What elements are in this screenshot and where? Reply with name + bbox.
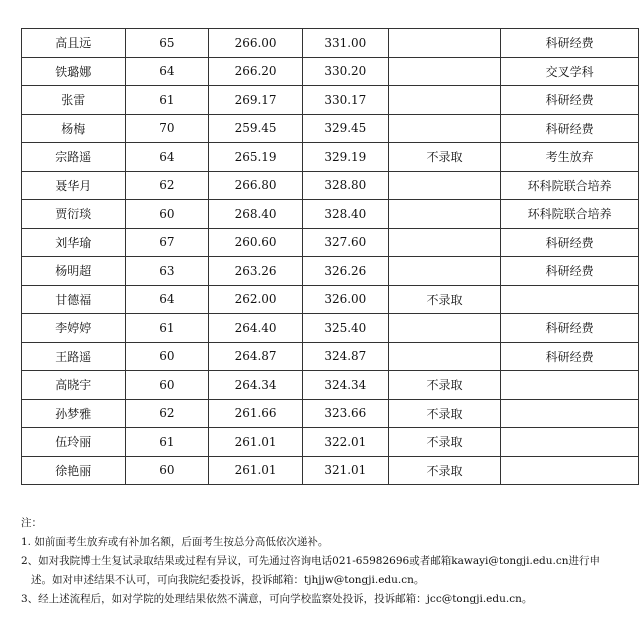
cell-score: 64 bbox=[125, 285, 209, 314]
cell-note: 科研经费 bbox=[501, 114, 639, 143]
cell-score: 61 bbox=[125, 86, 209, 115]
cell-score: 70 bbox=[125, 114, 209, 143]
cell-score: 64 bbox=[125, 57, 209, 86]
notes-heading: 注： bbox=[21, 517, 42, 529]
note-line-2: 2、如对我院博士生复试录取结果或过程有异议，可先通过咨询电话021-65982696或者邮箱kawayi@tongji.edu.cn进行申 bbox=[21, 555, 601, 567]
cell-status: 不录取 bbox=[388, 456, 501, 485]
cell-name: 徐艳丽 bbox=[22, 456, 126, 485]
cell-status: 不录取 bbox=[388, 143, 501, 172]
cell-initial-score: 268.40 bbox=[209, 200, 303, 229]
table-row bbox=[22, 342, 639, 371]
cell-note: 科研经费 bbox=[501, 314, 639, 343]
cell-total-score: 329.45 bbox=[302, 114, 388, 143]
cell-total-score: 327.60 bbox=[302, 228, 388, 257]
cell-score: 60 bbox=[125, 342, 209, 371]
cell-status bbox=[388, 86, 501, 115]
cell-status: 不录取 bbox=[388, 399, 501, 428]
table-row bbox=[22, 200, 639, 229]
cell-name: 铁璐娜 bbox=[22, 57, 126, 86]
table-body bbox=[22, 29, 639, 485]
table-row bbox=[22, 371, 639, 400]
cell-total-score: 328.80 bbox=[302, 171, 388, 200]
cell-note bbox=[501, 371, 639, 400]
cell-note: 交叉学科 bbox=[501, 57, 639, 86]
cell-total-score: 329.19 bbox=[302, 143, 388, 172]
table-row bbox=[22, 456, 639, 485]
cell-total-score: 330.20 bbox=[302, 57, 388, 86]
cell-total-score: 324.87 bbox=[302, 342, 388, 371]
cell-score: 67 bbox=[125, 228, 209, 257]
note-line-1: 1. 如前面考生放弃或有补加名额，后面考生按总分高低依次递补。 bbox=[21, 536, 329, 548]
cell-status bbox=[388, 228, 501, 257]
cell-total-score: 321.01 bbox=[302, 456, 388, 485]
table-row bbox=[22, 285, 639, 314]
cell-status bbox=[388, 57, 501, 86]
cell-initial-score: 259.45 bbox=[209, 114, 303, 143]
table-row bbox=[22, 314, 639, 343]
cell-total-score: 324.34 bbox=[302, 371, 388, 400]
cell-initial-score: 261.01 bbox=[209, 428, 303, 457]
table-row bbox=[22, 171, 639, 200]
cell-name: 甘德福 bbox=[22, 285, 126, 314]
cell-initial-score: 261.66 bbox=[209, 399, 303, 428]
cell-score: 65 bbox=[125, 29, 209, 58]
cell-score: 62 bbox=[125, 399, 209, 428]
note-line-2-continued: 述。如对申述结果不认可，可向我院纪委投诉，投诉邮箱：tjhjjw@tongji.edu.cn。 bbox=[31, 574, 425, 586]
cell-initial-score: 261.01 bbox=[209, 456, 303, 485]
cell-name: 聂华月 bbox=[22, 171, 126, 200]
cell-note: 考生放弃 bbox=[501, 143, 639, 172]
cell-total-score: 326.00 bbox=[302, 285, 388, 314]
cell-initial-score: 266.80 bbox=[209, 171, 303, 200]
cell-score: 61 bbox=[125, 428, 209, 457]
cell-total-score: 326.26 bbox=[302, 257, 388, 286]
cell-initial-score: 264.87 bbox=[209, 342, 303, 371]
cell-score: 60 bbox=[125, 371, 209, 400]
cell-note bbox=[501, 428, 639, 457]
cell-status bbox=[388, 314, 501, 343]
cell-total-score: 328.40 bbox=[302, 200, 388, 229]
cell-name: 张雷 bbox=[22, 86, 126, 115]
cell-total-score: 322.01 bbox=[302, 428, 388, 457]
table-row bbox=[22, 29, 639, 58]
cell-score: 63 bbox=[125, 257, 209, 286]
results-sheet bbox=[21, 28, 639, 485]
table-row bbox=[22, 228, 639, 257]
cell-total-score: 331.00 bbox=[302, 29, 388, 58]
cell-status bbox=[388, 200, 501, 229]
cell-name: 王路遥 bbox=[22, 342, 126, 371]
cell-name: 高且远 bbox=[22, 29, 126, 58]
cell-initial-score: 264.34 bbox=[209, 371, 303, 400]
cell-initial-score: 269.17 bbox=[209, 86, 303, 115]
cell-status bbox=[388, 29, 501, 58]
cell-note: 科研经费 bbox=[501, 257, 639, 286]
cell-initial-score: 264.40 bbox=[209, 314, 303, 343]
cell-name: 孙梦雅 bbox=[22, 399, 126, 428]
cell-score: 60 bbox=[125, 200, 209, 229]
cell-status bbox=[388, 342, 501, 371]
cell-name: 李婷婷 bbox=[22, 314, 126, 343]
cell-status: 不录取 bbox=[388, 428, 501, 457]
table-row bbox=[22, 86, 639, 115]
table-row bbox=[22, 57, 639, 86]
table-row bbox=[22, 428, 639, 457]
cell-note: 环科院联合培养 bbox=[501, 200, 639, 229]
cell-note bbox=[501, 399, 639, 428]
cell-status bbox=[388, 257, 501, 286]
cell-note bbox=[501, 456, 639, 485]
cell-total-score: 323.66 bbox=[302, 399, 388, 428]
cell-status: 不录取 bbox=[388, 371, 501, 400]
table-row bbox=[22, 257, 639, 286]
table-row bbox=[22, 399, 639, 428]
cell-total-score: 325.40 bbox=[302, 314, 388, 343]
cell-initial-score: 260.60 bbox=[209, 228, 303, 257]
cell-total-score: 330.17 bbox=[302, 86, 388, 115]
notes-section bbox=[21, 514, 621, 609]
cell-status bbox=[388, 171, 501, 200]
table-row bbox=[22, 143, 639, 172]
cell-note: 科研经费 bbox=[501, 86, 639, 115]
cell-initial-score: 263.26 bbox=[209, 257, 303, 286]
cell-name: 宗路遥 bbox=[22, 143, 126, 172]
note-line-3: 3、经上述流程后，如对学院的处理结果依然不满意，可向学校监察处投诉，投诉邮箱：jcc@tongji.edu.cn。 bbox=[21, 593, 533, 605]
cell-note: 科研经费 bbox=[501, 342, 639, 371]
cell-score: 62 bbox=[125, 171, 209, 200]
cell-score: 60 bbox=[125, 456, 209, 485]
cell-note bbox=[501, 285, 639, 314]
cell-initial-score: 266.00 bbox=[209, 29, 303, 58]
cell-initial-score: 266.20 bbox=[209, 57, 303, 86]
cell-score: 64 bbox=[125, 143, 209, 172]
admission-results-table bbox=[21, 28, 639, 485]
cell-score: 61 bbox=[125, 314, 209, 343]
cell-name: 贾衍琰 bbox=[22, 200, 126, 229]
cell-status: 不录取 bbox=[388, 285, 501, 314]
cell-initial-score: 265.19 bbox=[209, 143, 303, 172]
cell-name: 杨梅 bbox=[22, 114, 126, 143]
cell-status bbox=[388, 114, 501, 143]
cell-note: 科研经费 bbox=[501, 228, 639, 257]
table-row bbox=[22, 114, 639, 143]
cell-initial-score: 262.00 bbox=[209, 285, 303, 314]
cell-note: 科研经费 bbox=[501, 29, 639, 58]
cell-note: 环科院联合培养 bbox=[501, 171, 639, 200]
cell-name: 伍玲丽 bbox=[22, 428, 126, 457]
cell-name: 高晓宇 bbox=[22, 371, 126, 400]
cell-name: 刘华瑜 bbox=[22, 228, 126, 257]
cell-name: 杨明超 bbox=[22, 257, 126, 286]
